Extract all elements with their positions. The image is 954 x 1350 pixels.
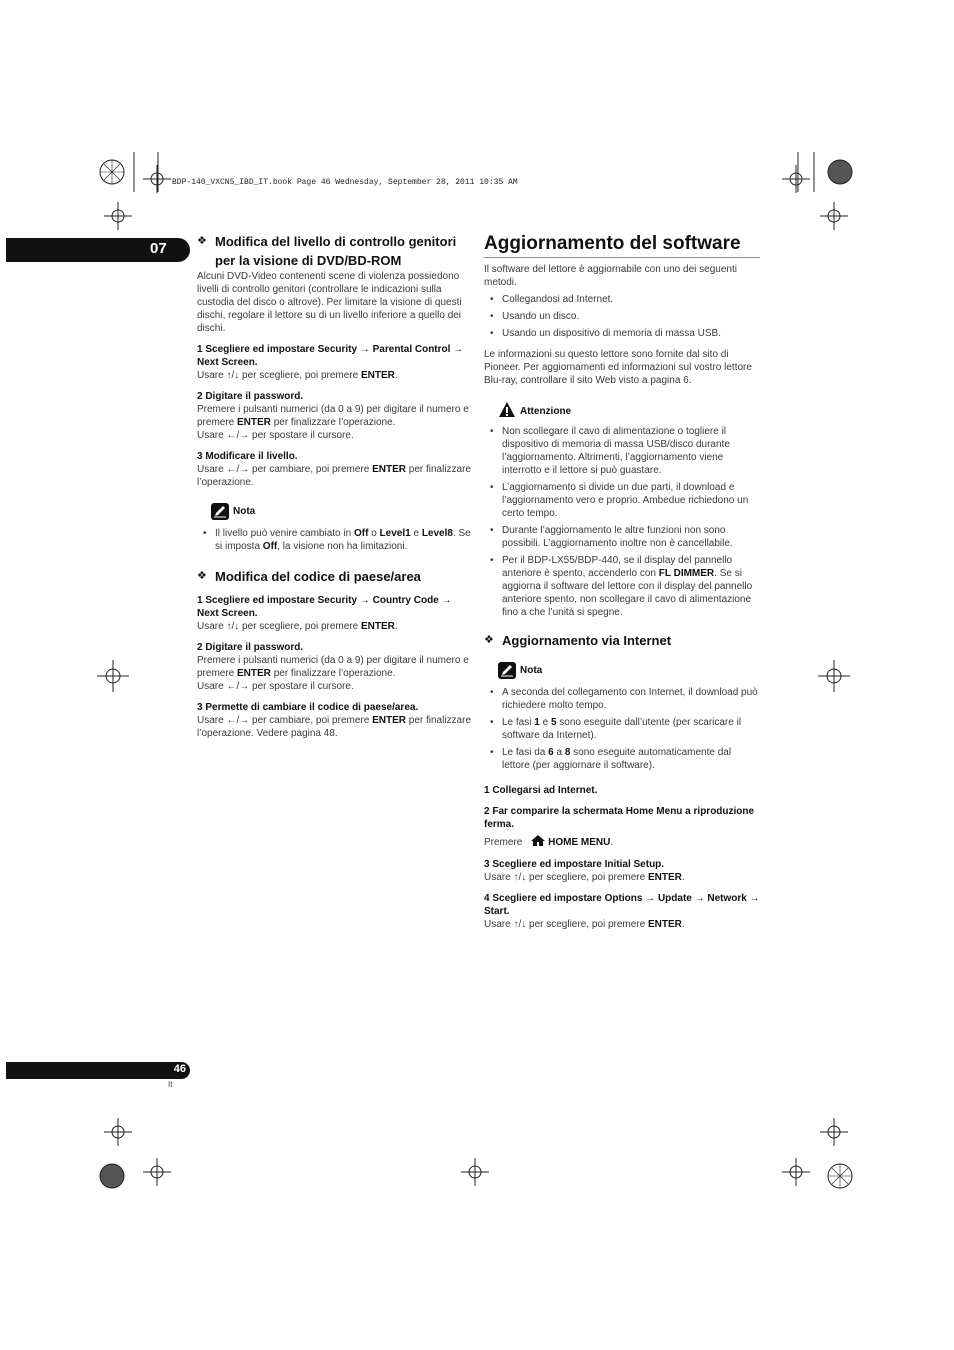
list-item: • Le fasi da 6 a 8 sono eseguite automaticamente dal lettore (per aggiornare il software). [490,747,732,771]
section-intro: Alcuni DVD-Video contenenti scene di violenza possiedono livelli di controllo genitori (controllare le indicazioni sulla custodia del disco o altrove). Per limitare la visione di questi dischi, regolare il lettore su di un livello inferiore a quello dei dischi. [197,271,462,334]
step-text: Usare ↑/↓ per scegliere, poi premere ENTER. [484,872,685,883]
crosshair-icon [97,660,129,692]
crop-mark-icon [96,1156,136,1196]
info-text: Le informazioni su questo lettore sono fornite dal sito di Pioneer. Per aggiornamenti ed informazioni sul vostro lettore Blu-ray, controllare il sito Web visto a pagina 6. [484,349,752,386]
step-text: Usare ↑/↓ per scegliere, poi premere ENTER. [197,370,398,381]
caution-list [484,425,760,619]
step-text: Usare ←/→ per spostare il cursore. [197,681,354,692]
crop-mark-icon [822,1156,858,1196]
list-item: • Usando un disco. [490,311,580,322]
step-title: 2 Digitare il password. [197,391,304,402]
note-header: Nota [197,503,472,523]
note-header: Nota [484,662,760,682]
step-title: 4 Scegliere ed impostare Options → Update → Network → Start. [484,893,760,917]
step-text: Usare ←/→ per cambiare, poi premere ENTER per finalizzare l’operazione. Vedere pagina 48. [197,715,472,739]
note-pencil-icon [498,662,516,679]
chapter-number: 07 [150,240,167,257]
section-title: ❖ Modifica del livello di controllo genitori per la visione di DVD/BD-ROM [197,234,457,268]
page-number: 46 [173,1063,186,1075]
step-text: Usare ←/→ per cambiare, poi premere ENTER per finalizzare l’operazione. [197,464,472,488]
step-title: 1 Scegliere ed impostare Security → Parental Control → Next Screen. [197,344,464,368]
crosshair-icon [104,202,132,230]
step-title: 2 Far comparire la schermata Home Menu a riproduzione ferma. [484,806,755,830]
step-title: 3 Scegliere ed impostare Initial Setup. [484,859,665,870]
left-column [197,232,472,740]
section-title: ❖ Aggiornamento via Internet [484,633,672,648]
home-icon [531,835,545,850]
print-header: BDP-140_VXCN5_IBD_IT.book Page 46 Wednesday, September 28, 2011 10:35 AM [172,178,518,187]
page-language: It [168,1080,173,1089]
step-title: 1 Scegliere ed impostare Security → Country Code → Next Screen. [197,595,452,619]
list-item: • Le fasi 1 e 5 sono eseguite dall’utente (per scaricare il software da Internet). [490,717,742,741]
diamond-icon: ❖ [197,570,207,582]
list-item: • Per il BDP-LX55/BDP-440, se il display del pannello anteriore è spento, accenderlo con FL DIMMER. Se si aggiorna il software del lettore con il display del pannello anteriore spento, non scollegare il cavo di alimentazione fino a che l’unità si spegne. [490,555,753,618]
step-text: Usare ↑/↓ per scegliere, poi premere ENTER. [484,919,685,930]
step-text: Premere HOME MENU. [484,835,760,850]
step-title: 1 Collegarsi ad Internet. [484,785,598,796]
section-intro: Il software del lettore è aggiornabile con uno dei seguenti metodi. [484,264,737,288]
step-title: 3 Modificare il livello. [197,451,298,462]
note-list [484,686,760,772]
step-text: Premere i pulsanti numerici (da 0 a 9) per digitare il numero e premere ENTER per finalizzare l’operazione. [197,655,469,679]
crosshair-icon [782,1158,810,1186]
list-item: • Collegandosi ad Internet. [490,294,614,305]
list-item: • Il livello può venire cambiato in Off o Level1 e Level8. Se si imposta Off, la visione non ha limitazioni. [203,528,471,552]
crosshair-icon [820,202,848,230]
crop-line-icon [790,152,830,192]
list-item: • L’aggiornamento si divide un due parti, il download e l’aggiornamento vero e proprio. Ambedue richiedono un certo tempo. [490,482,749,519]
step-text: Usare ←/→ per spostare il cursore. [197,430,354,441]
crosshair-icon [104,1118,132,1146]
list-item: • Usando un dispositivo di memoria di massa USB. [490,328,721,339]
step-title: 3 Permette di cambiare il codice di paese/area. [197,702,419,713]
crosshair-icon [818,660,850,692]
caution-header: Attenzione [484,401,760,421]
methods-list [484,293,760,340]
warning-icon [498,401,516,422]
crosshair-icon [143,1158,171,1186]
step-text: Premere i pulsanti numerici (da 0 a 9) per digitare il numero e premere ENTER per finalizzare l’operazione. [197,404,469,428]
diamond-icon: ❖ [197,235,207,247]
crosshair-icon [461,1158,489,1186]
list-item: • Durante l’aggiornamento le altre funzioni non sono possibili. L’aggiornamento inoltre non è cancellabile. [490,525,733,549]
right-column [484,232,760,931]
note-pencil-icon [211,503,229,520]
list-item: • Non scollegare il cavo di alimentazione o togliere il dispositivo di memoria di massa USB/disco durante l’aggiornamento. Altrimenti, l’aggiornamento viene interrotto e il lettore si può guastare. [490,426,730,476]
note-list [197,527,472,553]
crosshair-icon [820,1118,848,1146]
step-text: Usare ↑/↓ per scegliere, poi premere ENTER. [197,621,398,632]
page-title: Aggiornamento del software [484,232,760,258]
section-title: ❖ Modifica del codice di paese/area [197,569,421,584]
diamond-icon: ❖ [484,634,494,646]
list-item: • A seconda del collegamento con Internet, il download può richiedere molto tempo. [490,687,758,711]
step-title: 2 Digitare il password. [197,642,304,653]
